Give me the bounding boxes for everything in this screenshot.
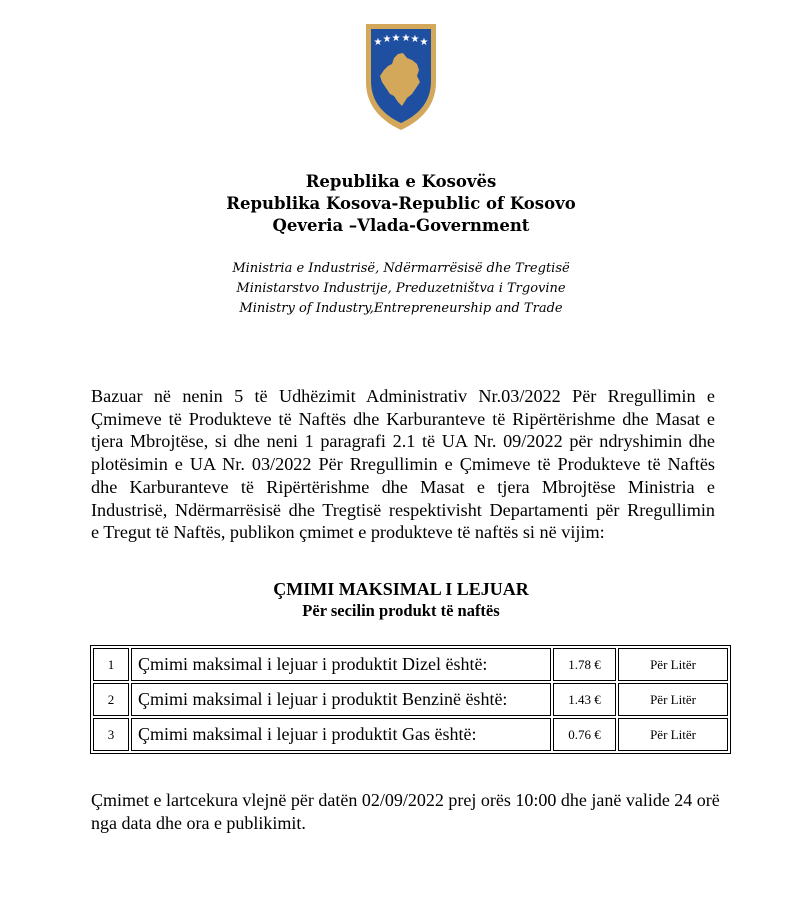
product-description: Çmimi maksimal i lejuar i produktit Gas është:: [131, 718, 551, 751]
header-line-1: Republika e Kosovës: [305, 172, 497, 191]
svg-text:★: ★: [401, 33, 411, 44]
price-unit: Për Litër: [618, 648, 728, 681]
svg-text:★: ★: [382, 34, 392, 45]
svg-text:★: ★: [373, 37, 383, 48]
product-price: 0.76 €: [553, 718, 616, 751]
table-row: [93, 648, 728, 681]
section-heading: [0, 578, 802, 622]
price-unit: Për Litër: [618, 683, 728, 716]
table-row: [93, 683, 728, 716]
product-description: Çmimi maksimal i lejuar i produktit Benzinë është:: [131, 683, 551, 716]
row-number: 3: [93, 718, 129, 751]
product-price: 1.78 €: [553, 648, 616, 681]
section-subtitle: Për secilin produkt të naftës: [302, 601, 500, 620]
section-title: ÇMIMI MAKSIMAL I LEJUAR: [273, 579, 529, 599]
price-table: [90, 645, 731, 754]
ministry-header: [0, 259, 802, 319]
price-unit: Për Litër: [618, 718, 728, 751]
svg-text:★: ★: [391, 33, 401, 44]
intro-line: tjera Mbrojtëse, si dhe neni 1 paragrafi 2.1 të UA Nr. 09/2022 për ndryshimin dhe: [91, 431, 715, 452]
header-line-3: Qeveria –Vlada-Government: [272, 216, 530, 235]
ministry-line-1: Ministria e Industrisë, Ndërmarrësisë dhe Tregtisë: [232, 261, 570, 276]
intro-line: plotësimin e UA Nr. 03/2022 Për Rregullimin e Çmimeve të Produkteve të Naftës: [91, 454, 715, 475]
svg-text:★: ★: [419, 37, 429, 48]
intro-line: Çmimeve të Produkteve të Naftës dhe Karburanteve të Ripërtërishme dhe Masat e: [91, 408, 715, 429]
government-header: [0, 171, 802, 237]
header-line-2: Republika Kosova-Republic of Kosovo: [226, 194, 576, 213]
product-price: 1.43 €: [553, 683, 616, 716]
validity-note: Çmimet e lartcekura vlejnë për datën 02/09/2022 prej orës 10:00 dhe janë valide 24 orë nga data dhe ora e publikimit.: [91, 790, 720, 833]
table-row: [93, 718, 728, 751]
row-number: 2: [93, 683, 129, 716]
row-number: 1: [93, 648, 129, 681]
kosovo-coat-of-arms-icon: [362, 20, 440, 132]
ministry-line-2: Ministarstvo Industrije, Preduzetništva i Trgovine: [236, 281, 566, 296]
product-description: Çmimi maksimal i lejuar i produktit Dizel është:: [131, 648, 551, 681]
intro-line: Bazuar në nenin 5 të Udhëzimit Administrativ Nr.03/2022 Për Rregullimin e: [91, 386, 715, 406]
intro-paragraph: [91, 385, 715, 544]
ministry-line-3: Ministry of Industry,Entrepreneurship and Trade: [239, 301, 563, 316]
svg-text:★: ★: [410, 34, 420, 45]
intro-line: dhe Karburanteve të Ripërtërishme dhe Masat e tjera Mbrojtëse Ministria e: [91, 476, 715, 497]
intro-line: Industrisë, Ndërmarrësisë dhe Tregtisë respektivisht Departamenti për Rregullimin: [91, 499, 715, 520]
intro-line: e Tregut të Naftës, publikon çmimet e produkteve të naftës si në vijim:: [91, 522, 605, 543]
